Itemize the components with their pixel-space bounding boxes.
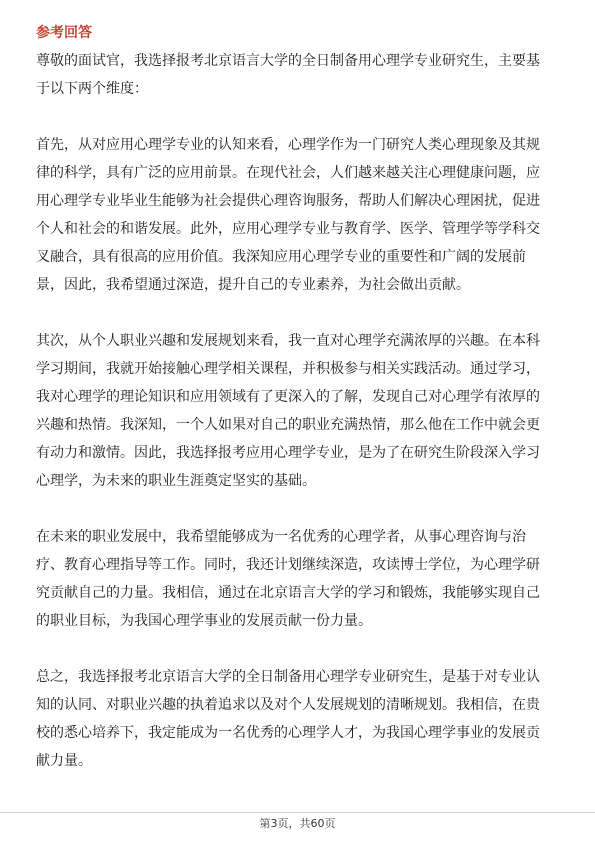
paragraph-line: 首先，从对应用心理学专业的认知来看，心理学作为一门研究人类心理现象及其规: [36, 137, 540, 153]
paragraph-line: 其次，从个人职业兴趣和发展规划来看，我一直对心理学充满浓厚的兴趣。在本科: [36, 333, 540, 349]
paragraph-line: 校的悉心培养下，我定能成为一名优秀的心理学人才，为我国心理学事业的发展贡: [36, 725, 540, 741]
paragraph-line: 兴趣和热情。我深知，一个人如果对自己的职业充满热情，那么他在工作中就会更: [36, 417, 540, 433]
paragraph-line: 叉融合，具有很高的应用价值。我深知应用心理学专业的重要性和广阔的发展前: [36, 249, 526, 265]
paragraph-line: 知的认同、对职业兴趣的执着追求以及对个人发展规划的清晰规划。我相信，在贵: [36, 697, 540, 713]
answer-heading: 参考回答: [36, 25, 92, 41]
paragraph-line: 尊敬的面试官，我选择报考北京语言大学的全日制备用心理学专业研究生，主要基: [36, 53, 540, 69]
paragraph-line: 有动力和激情。因此，我选择报考应用心理学专业，是为了在研究生阶段深入学习: [36, 445, 540, 461]
paragraph-line: 心理学，为未来的职业生涯奠定坚实的基础。: [36, 473, 316, 489]
paragraph-line: 律的科学，具有广泛的应用前景。在现代社会，人们越来越关注心理健康问题，应: [36, 165, 540, 181]
paragraph-line: 景，因此，我希望通过深造，提升自己的专业素养，为社会做出贡献。: [36, 277, 470, 293]
paragraph-line: 的职业目标，为我国心理学事业的发展贡献一份力量。: [36, 613, 372, 629]
footer-divider: [0, 812, 595, 813]
paragraph-line: 总之，我选择报考北京语言大学的全日制备用心理学专业研究生，是基于对专业认: [36, 669, 540, 685]
paragraph-line: 用心理学专业毕业生能够为社会提供心理咨询服务，帮助人们解决心理困扰，促进: [36, 193, 540, 209]
paragraph-line: 于以下两个维度：: [36, 81, 148, 97]
paragraph-line: 个人和社会的和谐发展。此外，应用心理学专业与教育学、医学、管理学等学科交: [36, 221, 540, 237]
paragraph-line: 究贡献自己的力量。我相信，通过在北京语言大学的学习和锻炼，我能够实现自己: [36, 585, 540, 601]
paragraph-line: 学习期间，我就开始接触心理学相关课程，并积极参与相关实践活动。通过学习，: [36, 361, 540, 377]
paragraph-line: 疗、教育心理指导等工作。同时，我还计划继续深造，攻读博士学位，为心理学研: [36, 557, 540, 573]
paragraph-line: 我对心理学的理论知识和应用领域有了更深入的了解，发现自己对心理学有浓厚的: [36, 389, 540, 405]
page-number: 第3页，共60页: [259, 817, 336, 830]
paragraph-line: 献力量。: [36, 753, 92, 769]
paragraph-line: 在未来的职业发展中，我希望能够成为一名优秀的心理学者，从事心理咨询与治: [36, 529, 526, 545]
